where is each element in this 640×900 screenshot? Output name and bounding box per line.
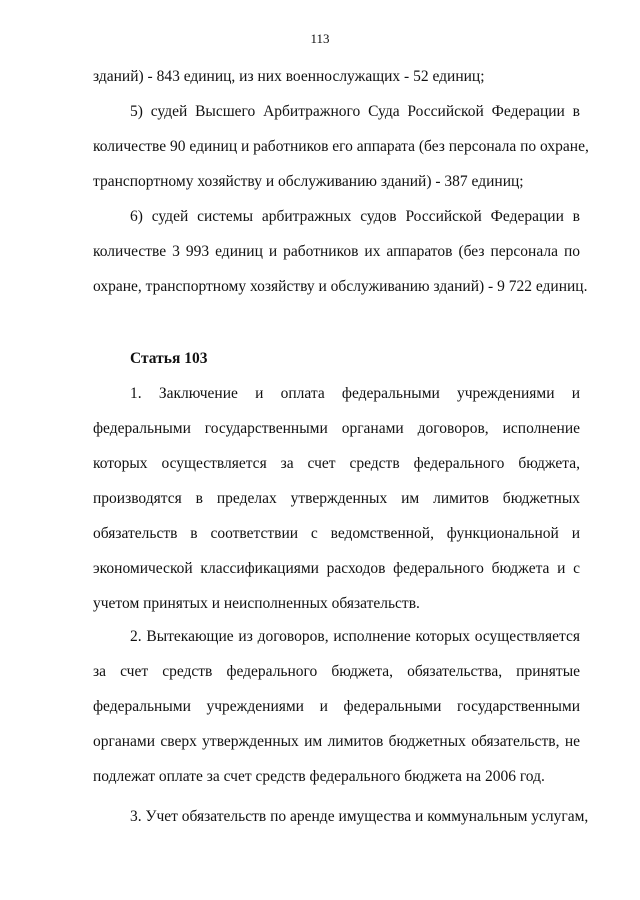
- text-line: 5) судей Высшего Арбитражного Суда Российской Федерации в: [130, 103, 580, 120]
- text-line: 6) судей системы арбитражных судов Российской Федерации в: [130, 208, 580, 225]
- text-line: транспортному хозяйству и обслуживанию зданий) - 387 единиц;: [93, 173, 524, 190]
- text-line: обязательств в соответствии с ведомственной, функциональной и: [93, 525, 580, 542]
- text-line: органами сверх утвержденных им лимитов бюджетных обязательств, не: [93, 733, 580, 750]
- text-line: количестве 90 единиц и работников его аппарата (без персонала по охране,: [93, 138, 589, 155]
- article-paragraph-1: [93, 376, 580, 621]
- text-line: 2. Вытекающие из договоров, исполнение которых осуществляется: [130, 628, 580, 645]
- article-103-body-2: [93, 619, 580, 794]
- list-continuation: [93, 59, 589, 304]
- paragraph-item-5: [93, 94, 589, 199]
- paragraph-item-4-tail: [93, 59, 580, 94]
- text-line: федеральными государственными органами договоров, исполнение: [93, 420, 580, 437]
- article-paragraph-3: [93, 799, 589, 834]
- article-paragraph-2: [93, 619, 580, 794]
- article-103-body: [93, 376, 580, 621]
- text-line: которых осуществляется за счет средств федерального бюджета,: [93, 455, 580, 472]
- text-line: количестве 3 993 единиц и работников их аппаратов (без персонала по: [93, 243, 580, 260]
- text-line: учетом принятых и неисполненных обязательств.: [93, 595, 420, 612]
- text-line: подлежат оплате за счет средств федерального бюджета на 2006 год.: [93, 768, 545, 785]
- text-line: 3. Учет обязательств по аренде имущества и коммунальным услугам,: [130, 808, 589, 825]
- page-number: 113: [310, 31, 330, 46]
- text-line: охране, транспортному хозяйству и обслуживанию зданий) - 9 722 единиц.: [93, 278, 588, 295]
- article-103: [93, 341, 580, 376]
- article-103-body-3: [93, 799, 589, 834]
- text-line: за счет средств федерального бюджета, обязательства, принятые: [93, 663, 580, 680]
- text-line: 1. Заключение и оплата федеральными учреждениями и: [130, 385, 580, 402]
- article-heading: Статья 103: [130, 350, 208, 367]
- paragraph-item-6: [93, 199, 588, 304]
- text-line: производятся в пределах утвержденных им лимитов бюджетных: [93, 490, 580, 507]
- text-line: зданий) - 843 единиц, из них военнослужащих - 52 единиц;: [93, 68, 485, 85]
- text-line: федеральными учреждениями и федеральными государственными: [93, 698, 580, 715]
- text-line: экономической классификациями расходов федерального бюджета и с: [93, 560, 580, 577]
